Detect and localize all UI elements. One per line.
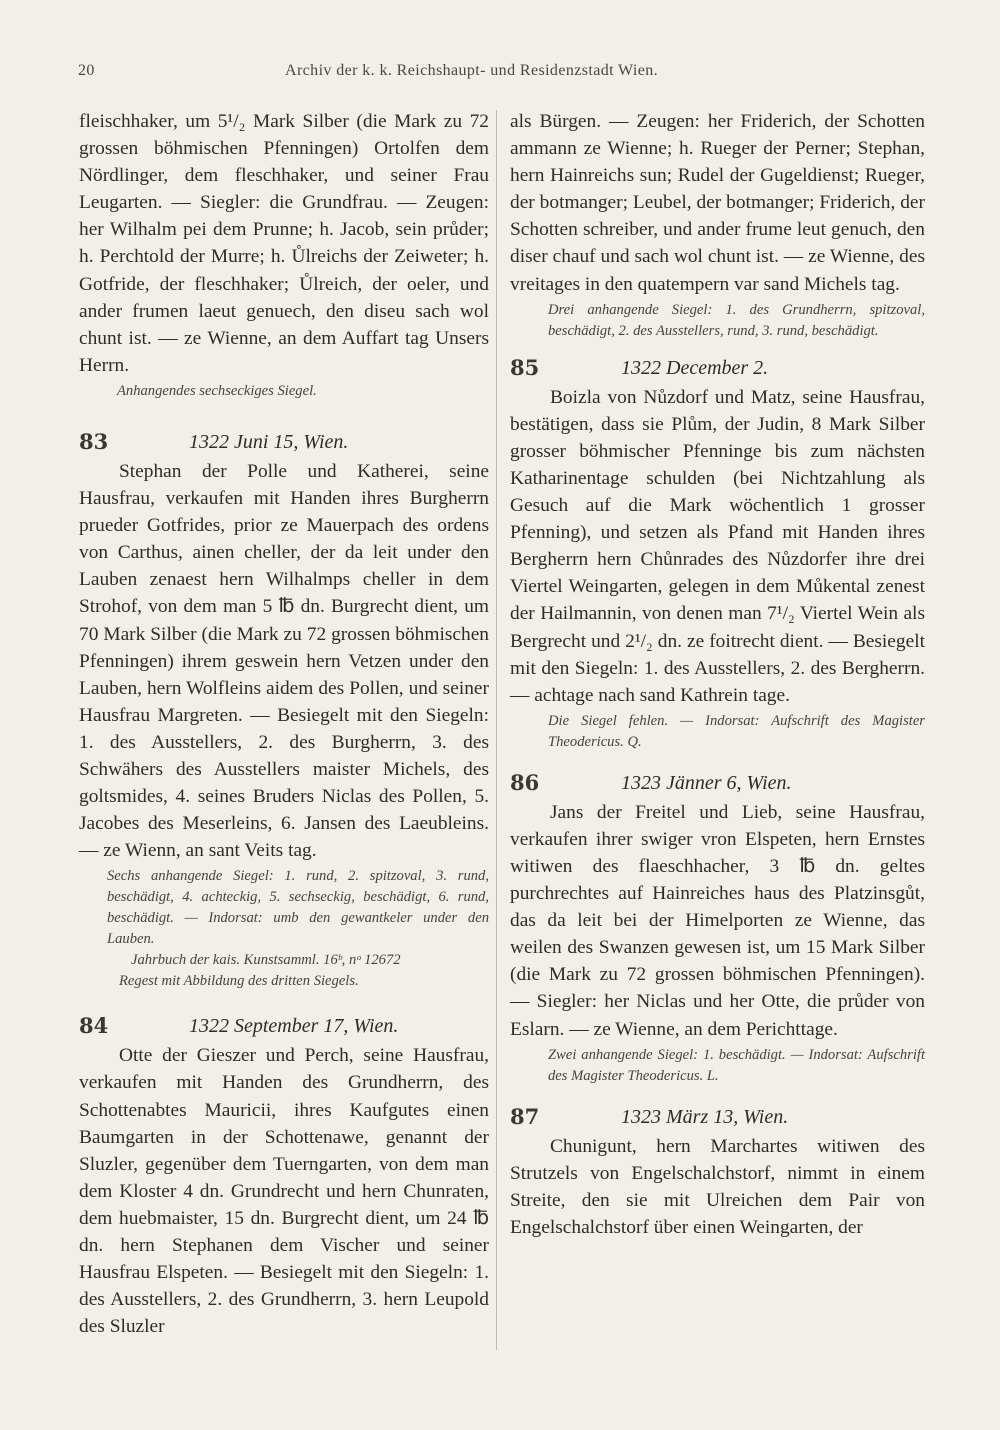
regest-text-84: Otte der Gieszer und Perch, seine Hausfrau, verkaufen mit Handen des Grundherrn, des Schottenabtes Mauricii, ihres Kaufgutes einen Baumgarten in der Schottenawe, genannt der Sluzler, gegenüber dem Tuerngarten, von dem man dem Kloster 4 dn. Grundrecht und hern Chunraten, dem huebmaister, 15 dn. Burgrecht dient, um 24 ℔ dn. hern Stephanen dem Vischer und seiner Hausfrau Elspeten. — Besiegelt mit den Siegeln: 1. des Ausstellers, 2. des Grundherrn, 3. hern Leupold des Sluzler xyxy=(79,1045,489,1338)
entry-heading-86 xyxy=(510,769,925,799)
entry-number: 84 xyxy=(79,1013,109,1039)
running-title: Archiv der k. k. Reichshaupt- und Residenzstadt Wien. xyxy=(285,62,659,79)
entry-heading-83 xyxy=(79,428,489,458)
entry-number: 83 xyxy=(79,428,109,454)
regest-text-87: Chunigunt, hern Marchartes witiwen des Strutzels von Engelschalchstorf, nimmt in einem Streite, den sie mit Ulreichen dem Pair von Engelschalchstorf über einen Weingarten, der xyxy=(510,1135,925,1238)
reference-line: Regest mit Abbildung des dritten Siegels. xyxy=(119,973,359,990)
page-number: 20 xyxy=(78,62,95,79)
entry-date: 1322 December 2. xyxy=(621,356,769,379)
entry-heading-87 xyxy=(510,1103,925,1133)
seal-note-85: Die Siegel fehlen. — Indorsat: Aufschrift des Magister Theodericus. Q. xyxy=(548,712,925,750)
entry-number: 85 xyxy=(510,354,540,380)
entry-heading-85 xyxy=(510,354,925,384)
regest-text-83: Stephan der Polle und Katherei, seine Hausfrau, verkaufen mit Handen ihres Burgherrn prueder Gotfrides, prior ze Mauerpach des ordens von Carthus, ainen cheller, der da leit under den Lauben zenaest hern Wilhalmps cheller in dem Strohof, von dem man 5 ℔ dn. Burgrecht dient, um 70 Mark Silber (die Mark zu 72 grossen böhmischen Pfenningen) ihrem geswein hern Vetzen under den Lauben, hern Wolfleins aidem des Pollen, und seiner Hausfrau Margreten. — Besiegelt mit den Siegeln: 1. des Ausstellers, 2. des Burgherrn, 3. des Schwähers des Ausstellers maister Michels, des goltsmides, 4. seines Bruders Niclas des Pollen, 5. Jacobes des Meserleins, 6. Jansen des Laeubleins. — ze Wienn, an sant Veits tag. xyxy=(79,460,489,862)
entry-date: 1322 September 17, Wien. xyxy=(189,1015,399,1038)
column-divider xyxy=(496,110,497,1350)
seal-note-83: Sechs anhangende Siegel: 1. rund, 2. spitzoval, 3. rund, beschädigt, 4. achteckig, 5. sechseckig, beschädigt, 6. rund, beschädigt. — Indorsat: umb den gewantkeler under den Lauben. xyxy=(107,868,489,948)
seal-note-86: Zwei anhangende Siegel: 1. beschädigt. — Indorsat: Aufschrift des Magister Theodericus. L. xyxy=(548,1046,925,1084)
seal-note: Anhangendes sechseckiges Siegel. xyxy=(117,382,317,399)
running-header xyxy=(78,62,923,86)
entry-date: 1323 März 13, Wien. xyxy=(621,1105,789,1128)
regest-text-85: Boizla von Nůzdorf und Matz, seine Hausfrau, bestätigen, dass sie Plům, der Judin, 8 Mark Silber grosser böhmischer Pfenninge bis zum nächsten Katharinentage schulden (bei Nichtzahlung als Gesuch auf die Mark wöchentlich 1 grosser Pfenning), und setzen als Pfand mit Handen ihres Bergherrn hern Chůnrades des Nůzdorfer ihre drei Viertel Weingarten, gelegen in dem Můkental zenest der Hailmannin, von denen man 7¹/₂ Viertel Wein als Bergrecht und 2¹/₂ dn. ze foitrecht dient. — Besiegelt mit den Siegeln: 1. des Ausstellers, 2. des Bergherrn. — achtage nach sand Kathrein tage. xyxy=(510,386,925,706)
entry-heading-84 xyxy=(79,1012,489,1042)
continued-regest-text: als Bürgen. — Zeugen: her Friderich, der Schotten ammann ze Wienne; h. Rueger der Perner; Stephan, hern Hainreichs sun; Rudel der Gugeldienst; Rueger, der botmanger; Leubel, der botmanger; Friderich, der Schotten schreiber, und ander frume leut genuch, den diser chauf und sach wol chunt ist. — ze Wienne, des vreitages in den quatempern var sand Michels tag. xyxy=(510,111,925,295)
entry-date: 1323 Jänner 6, Wien. xyxy=(621,771,792,794)
right-column xyxy=(510,108,925,1241)
entry-number: 87 xyxy=(510,1103,540,1129)
regest-text-86: Jans der Freitel und Lieb, seine Hausfrau, verkaufen ihrer swiger vron Elspeten, hern Ernstes witiwen des flaeschhacher, 3 ℔ dn. geltes purchrechtes auf Hainreiches haus des Platzinsgůt, das da leit bei der Himelporten ze Wienne, das weilen des Swanzen gewesen ist, um 15 Mark Silber (die Mark zu 72 grossen böhmischen Pfenningen). — Siegler: her Niclas und her Otte, die průder von Eslarn. — ze Wienne, an dem Perichttage. xyxy=(510,801,925,1040)
seal-note: Drei anhangende Siegel: 1. des Grundherrn, spitzoval, beschädigt, 2. des Ausstellers, rund, 3. rund, beschädigt. xyxy=(548,301,925,339)
continued-regest-text: fleischhaker, um 5¹/₂ Mark Silber (die Mark zu 72 grossen böhmischen Pfenningen) Ortolfen dem Nördlinger, dem fleschhaker, und seiner Frau Leugarten. — Siegler: die Grundfrau. — Zeugen: her Wilhalm pei dem Prunne; h. Jacob, sein průder; h. Perchtold der Murre; h. Ůlreichs der Zeiweter; h. Gotfride, der fleschhaker; Ůlreich, der oeler, und ander frumen laeut genuech, den diseu sach wol chunt ist. — ze Wienne, an dem Auffart tag Unsers Herrn. xyxy=(79,111,489,376)
entry-date: 1322 Juni 15, Wien. xyxy=(189,430,349,453)
reference-line: Jahrbuch der kais. Kunstsamml. 16ᵇ, nᵒ 12672 xyxy=(131,952,401,969)
entry-number: 86 xyxy=(510,769,540,795)
left-column xyxy=(79,108,489,1340)
